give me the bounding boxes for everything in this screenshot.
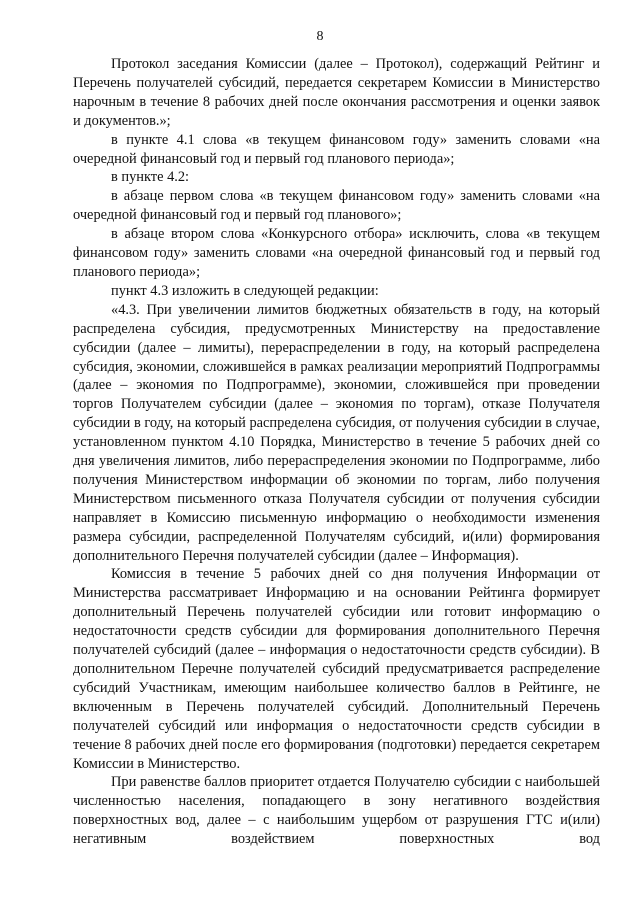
- paragraph-item-4-2-heading: в пункте 4.2:: [111, 169, 190, 186]
- page-number: 8: [316, 29, 324, 44]
- paragraph-equal-scores: При равенстве баллов приоритет отдается Получателю субсидии с наибольшей численностью населения, попадающего в зону негативного воздействия поверхностных вод, далее – с наибольшим ущербом от разрушения ГТС и(или) негативным воздействием поверхностных вод: [73, 774, 600, 848]
- paragraph-commission-review: Комиссия в течение 5 рабочих дней со дня получения Информации от Министерства рассматривает Информацию и на основании Рейтинга формирует дополнительный Перечень получателей субсидии или готовит информацию о недостаточности средств субсидии для формирования дополнительного Перечня получателей субсидий (далее – информация о недостаточности средств субсидии). В дополнительном Перечне получателей субсидий предусматривается распределение субсидий Участникам, имеющим наибольшее количество баллов в Рейтинге, не включенным в Перечень получателей субсидий. Дополнительный Перечень получателей субсидий или информация о недостаточности средств субсидии в течение 8 рабочих дней после его формирования (подготовки) передается секретарем Комиссии в Министерство.: [73, 566, 600, 772]
- paragraph-item-4-2-first: в абзаце первом слова «в текущем финансовом году» заменить словами «на очередной финансовый год и первый год планового»;: [73, 188, 600, 224]
- paragraph-item-4-3-intro: пункт 4.3 изложить в следующей редакции:: [111, 282, 379, 299]
- paragraph-item-4-3-text: «4.3. При увеличении лимитов бюджетных обязательств в году, на который распределена субсидия, предусмотренных Министерству на предоставление субсидии (далее – лимиты), перераспределении в году, на который распределена субсидия, экономии, сложившейся в рамках реализации мероприятий Подпрограммы (далее – экономия по Подпрограмме), экономии, сложившейся при проведении торгов Получателем субсидии (далее – экономия по торгам), отказе Получателя субсидии в году, на который распределена субсидия, от получения субсидии в случае, установленном пунктом 4.10 Порядка, Министерство в течение 5 рабочих дней со дня увеличения лимитов, либо перераспределения экономии по Подпрограмме, либо получения Министерством информации об экономии по торгам, либо получения Министерством письменного отказа Получателя субсидии от получения субсидии направляет в Комиссию письменную информацию о необходимости изменения размера субсидии, распределенной Получателям субсидий, и(или) формирования дополнительного Перечня получателей субсидии (далее – Информация).: [73, 301, 600, 564]
- paragraph-protocol-transfer: Протокол заседания Комиссии (далее – Протокол), содержащий Рейтинг и Перечень получателей субсидий, передается секретарем Комиссии в Министерство нарочным в течение 8 рабочих дней после окончания рассмотрения и оценки заявок и документов.»;: [73, 56, 600, 129]
- document-body: [73, 55, 600, 849]
- paragraph-item-4-2-second: в абзаце втором слова «Конкурсного отбора» исключить, слова «в текущем финансовом году» заменить словами «на очередной финансовый год и первый год планового периода»;: [73, 226, 600, 280]
- paragraph-item-4-1: в пункте 4.1 слова «в текущем финансовом году» заменить словами «на очередной финансовый год и первый год планового периода»;: [73, 131, 600, 167]
